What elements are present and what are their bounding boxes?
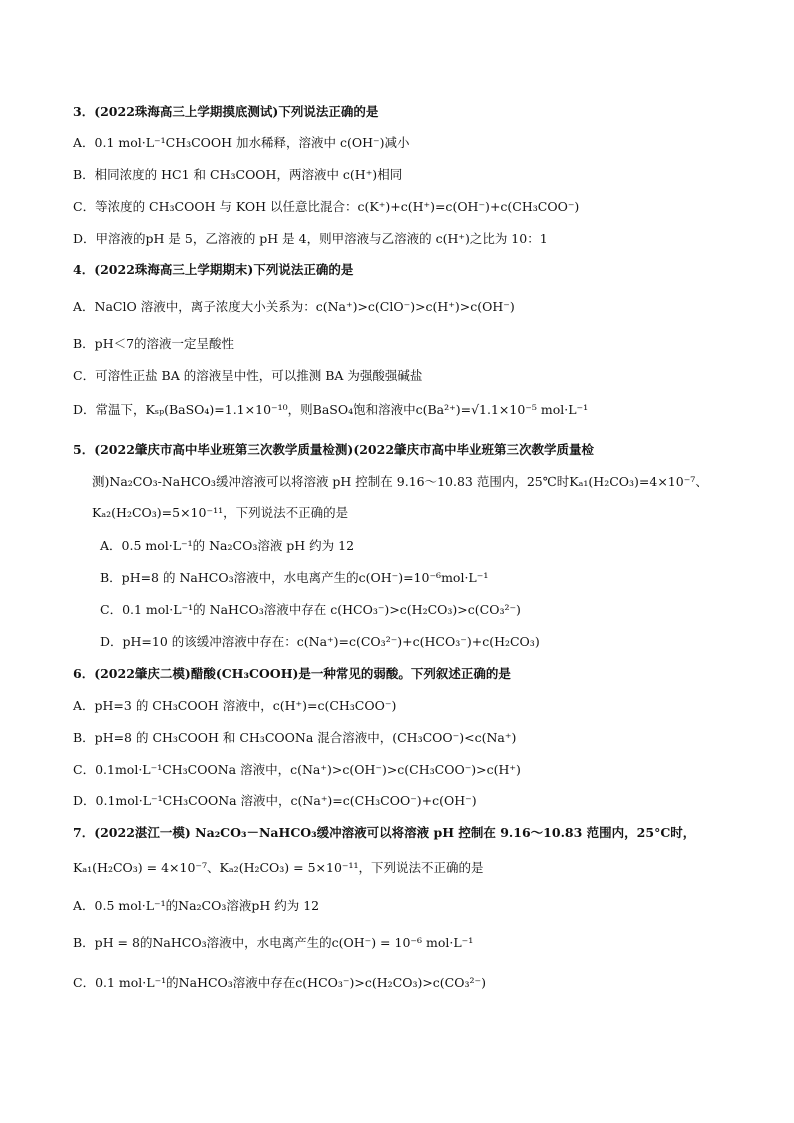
- question-3-stem: 3．(2022珠海高三上学期摸底测试)下列说法正确的是: [73, 104, 379, 119]
- question-5-option-b: B．pH=8 的 NaHCO₃溶液中，水电离产生的c(OH⁻)=10⁻⁶mol·L⁻¹: [100, 570, 489, 585]
- question-5-option-c: C．0.1 mol·L⁻¹的 NaHCO₃溶液中存在 c(HCO₃⁻)>c(H₂CO₃)>c(CO₃²⁻): [100, 602, 521, 617]
- question-7-option-c: C．0.1 mol·L⁻¹的NaHCO₃溶液中存在c(HCO₃⁻)>c(H₂CO₃)>c(CO₃²⁻): [73, 975, 486, 990]
- question-4-option-d: D．常温下，Kₛₚ(BaSO₄)=1.1×10⁻¹⁰，则BaSO₄饱和溶液中c(Ba²⁺)=√1.1×10⁻⁵ mol·L⁻¹: [73, 402, 589, 417]
- question-3-option-b: B．相同浓度的 HC1 和 CH₃COOH，两溶液中 c(H⁺)相同: [73, 167, 403, 182]
- question-5-stem-line-2: 测)Na₂CO₃-NaHCO₃缓冲溶液可以将溶液 pH 控制在 9.16～10.83 范围内，25℃时Kₐ₁(H₂CO₃)=4×10⁻⁷、: [92, 474, 708, 489]
- question-4-option-a: A．NaClO 溶液中，离子浓度大小关系为：c(Na⁺)>c(ClO⁻)>c(H⁺)>c(OH⁻): [73, 299, 515, 314]
- question-5-stem-line-1: 5．(2022肇庆市高中毕业班第三次教学质量检测)(2022肇庆市高中毕业班第三次教学质量检: [73, 442, 595, 457]
- question-5-option-a: A．0.5 mol·L⁻¹的 Na₂CO₃溶液 pH 约为 12: [100, 538, 355, 553]
- question-7-option-a: A．0.5 mol·L⁻¹的Na₂CO₃溶液pH 约为 12: [73, 898, 320, 913]
- question-7-option-b: B．pH = 8的NaHCO₃溶液中，水电离产生的c(OH⁻) = 10⁻⁶ mol·L⁻¹: [73, 935, 474, 950]
- question-6-option-d: D．0.1mol·L⁻¹CH₃COONa 溶液中，c(Na⁺)=c(CH₃COO⁻)+c(OH⁻): [73, 793, 477, 808]
- question-6-option-a: A．pH=3 的 CH₃COOH 溶液中，c(H⁺)=c(CH₃COO⁻): [73, 698, 397, 713]
- question-5-option-d: D．pH=10 的该缓冲溶液中存在：c(Na⁺)=c(CO₃²⁻)+c(HCO₃⁻)+c(H₂CO₃): [100, 634, 540, 649]
- question-4-option-c: C．可溶性正盐 BA 的溶液呈中性，可以推测 BA 为强酸强碱盐: [73, 368, 423, 383]
- question-5-stem-line-3: Kₐ₂(H₂CO₃)=5×10⁻¹¹，下列说法不正确的是: [92, 505, 349, 520]
- question-6-option-b: B．pH=8 的 CH₃COOH 和 CH₃COONa 混合溶液中，(CH₃COO⁻)<c(Na⁺): [73, 730, 517, 745]
- question-7-stem-line-2: Kₐ₁(H₂CO₃) = 4×10⁻⁷、Kₐ₂(H₂CO₃) = 5×10⁻¹¹，下列说法不正确的是: [73, 860, 484, 875]
- question-6-option-c: C．0.1mol·L⁻¹CH₃COONa 溶液中，c(Na⁺)>c(OH⁻)>c(CH₃COO⁻)>c(H⁺): [73, 762, 521, 777]
- question-3-option-c: C．等浓度的 CH₃COOH 与 KOH 以任意比混合：c(K⁺)+c(H⁺)=c(OH⁻)+c(CH₃COO⁻): [73, 199, 580, 214]
- question-7-stem-line-1: 7．(2022湛江一模) Na₂CO₃－NaHCO₃缓冲溶液可以将溶液 pH 控制在 9.16～10.83 范围内，25°C时，: [73, 825, 696, 840]
- question-3-option-a: A．0.1 mol·L⁻¹CH₃COOH 加水稀释，溶液中 c(OH⁻)减小: [73, 135, 410, 150]
- question-6-stem: 6．(2022肇庆二模)醋酸(CH₃COOH)是一种常见的弱酸。下列叙述正确的是: [73, 666, 511, 681]
- question-4-option-b: B．pH＜7的溶液一定呈酸性: [73, 336, 235, 351]
- question-3-option-d: D．甲溶液的pH 是 5，乙溶液的 pH 是 4，则甲溶液与乙溶液的 c(H⁺)之比为 10：1: [73, 231, 548, 246]
- question-4-stem: 4．(2022珠海高三上学期期末)下列说法正确的是: [73, 262, 354, 277]
